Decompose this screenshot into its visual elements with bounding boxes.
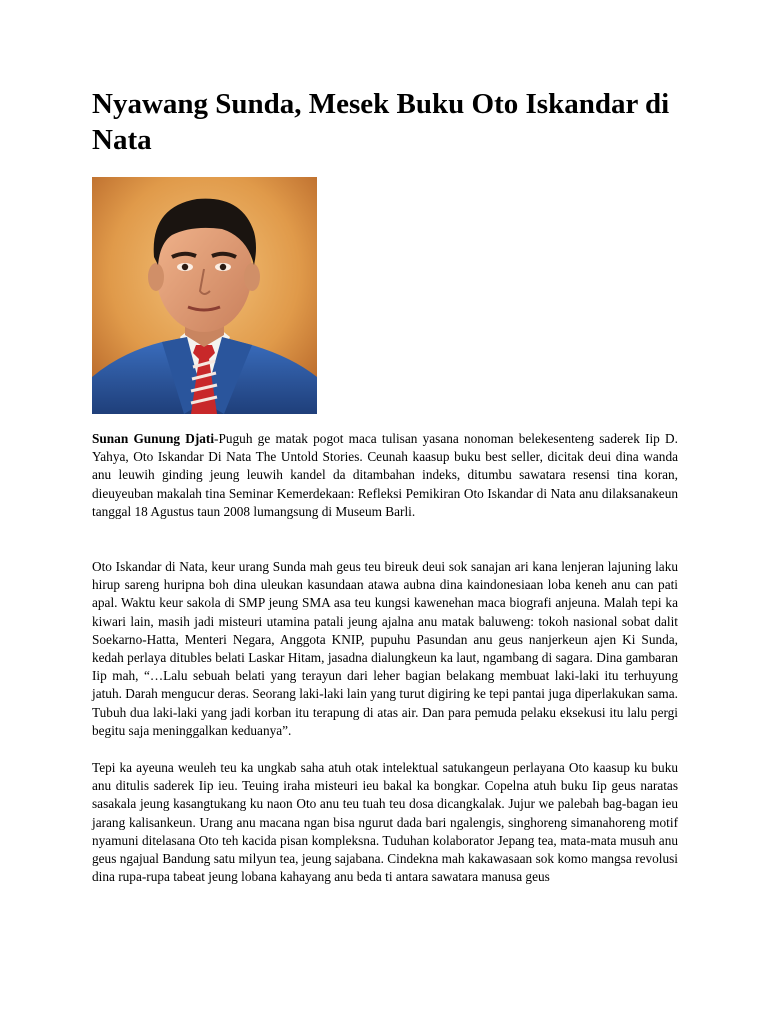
article-title: Nyawang Sunda, Mesek Buku Oto Iskandar di Nata [92, 88, 670, 156]
paragraph-3: Tepi ka ayeuna weuleh teu ka ungkab saha atuh otak intelektual satukangeun perlayana Oto kaasup ku buku anu ditulis saderek Iip ieu. Teuing iraha misteuri ieu bakal ka bongkar. Copelna atuh buku Iip geus naratas sasakala jeung kasangtukang ku naon Oto anu teu tuah teu dosa dicangkalak. Jujur we palebah bag-bagan ieu jarang kalisankeun. Urang anu macana ngan bisa ngurut dada bari ngalengis, singhoreng simanahoreng motif nyamuni ditelasana Oto teh kacida pisan kompleksna. Tuduhan kolaborator Jepang tea, mata-mata musuh anu geus ngajual Bandung satu milyun tea, jeung sajabana. Cindekna mah kakawasaan sok komo mangsa revolusi dina rupa-rupa tabeat jeung lobana kahayang anu beda ti antara sawatara manusa geus [92, 760, 678, 885]
portrait-image [92, 177, 317, 414]
paragraph-2: Oto Iskandar di Nata, keur urang Sunda mah geus teu bireuk deui sok sanajan ari kana lenjeran lajuning laku hirup sareng huripna boh dina uleukan kasundaan atawa aubna dina kaindonesiaan loba keneh anu can pati apal. Waktu keur sakola di SMP jeung SMA asa teu kungsi kawenehan maca biografi anjeuna. Malah tepi ka kiwari lain, masih jadi misteuri utamina patali jeung ajalna anu matak baluweng: tokoh nasional sobat dalit Soekarno-Hatta, Menteri Negara, Anggota KNIP, pupuhu Pasundan anu geus nanjerkeun ajen Ki Sunda, kedah perlaya ditubles belati Laskar Hitam, jasadna dialungkeun ka laut, ngambang di sagara. Dina gambaran Iip mah, “…Lalu sebuah belati yang terayun dari leher bagian belakang membuat laki-laki itu terhuyung jatuh. Darah mengucur deras. Seorang laki-laki lain yang turut digiring ke tepi pantai juga diperlakukan sama. Tubuh dua laki-laki yang jadi korban itu terapung di atas air. Dan para pemuda pelaku eksekusi itu lalu pergi begitu saja meninggalkan keduanya”. [92, 559, 678, 738]
author-name: Sunan Gunung Djati [92, 431, 215, 446]
paragraph-1 [92, 430, 678, 521]
paragraph-1-text: -Puguh ge matak pogot maca tulisan yasana nonoman belekesenteng saderek Iip D. Yahya, Oto Iskandar Di Nata The Untold Stories. Ceunah kaasup buku best seller, dicitak deui dina wanda anu leuwih ginding jeung leuwih kandel da ditambahan indeks, ditumbu sawatara resensi tina koran, dieuyeuban makalah tina Seminar Kemerdekaan: Refleksi Pemikiran Oto Iskandar di Nata anu dilaksanakeun tanggal 18 Agustus taun 2008 lumangsung di Museum Barli. [92, 431, 678, 519]
